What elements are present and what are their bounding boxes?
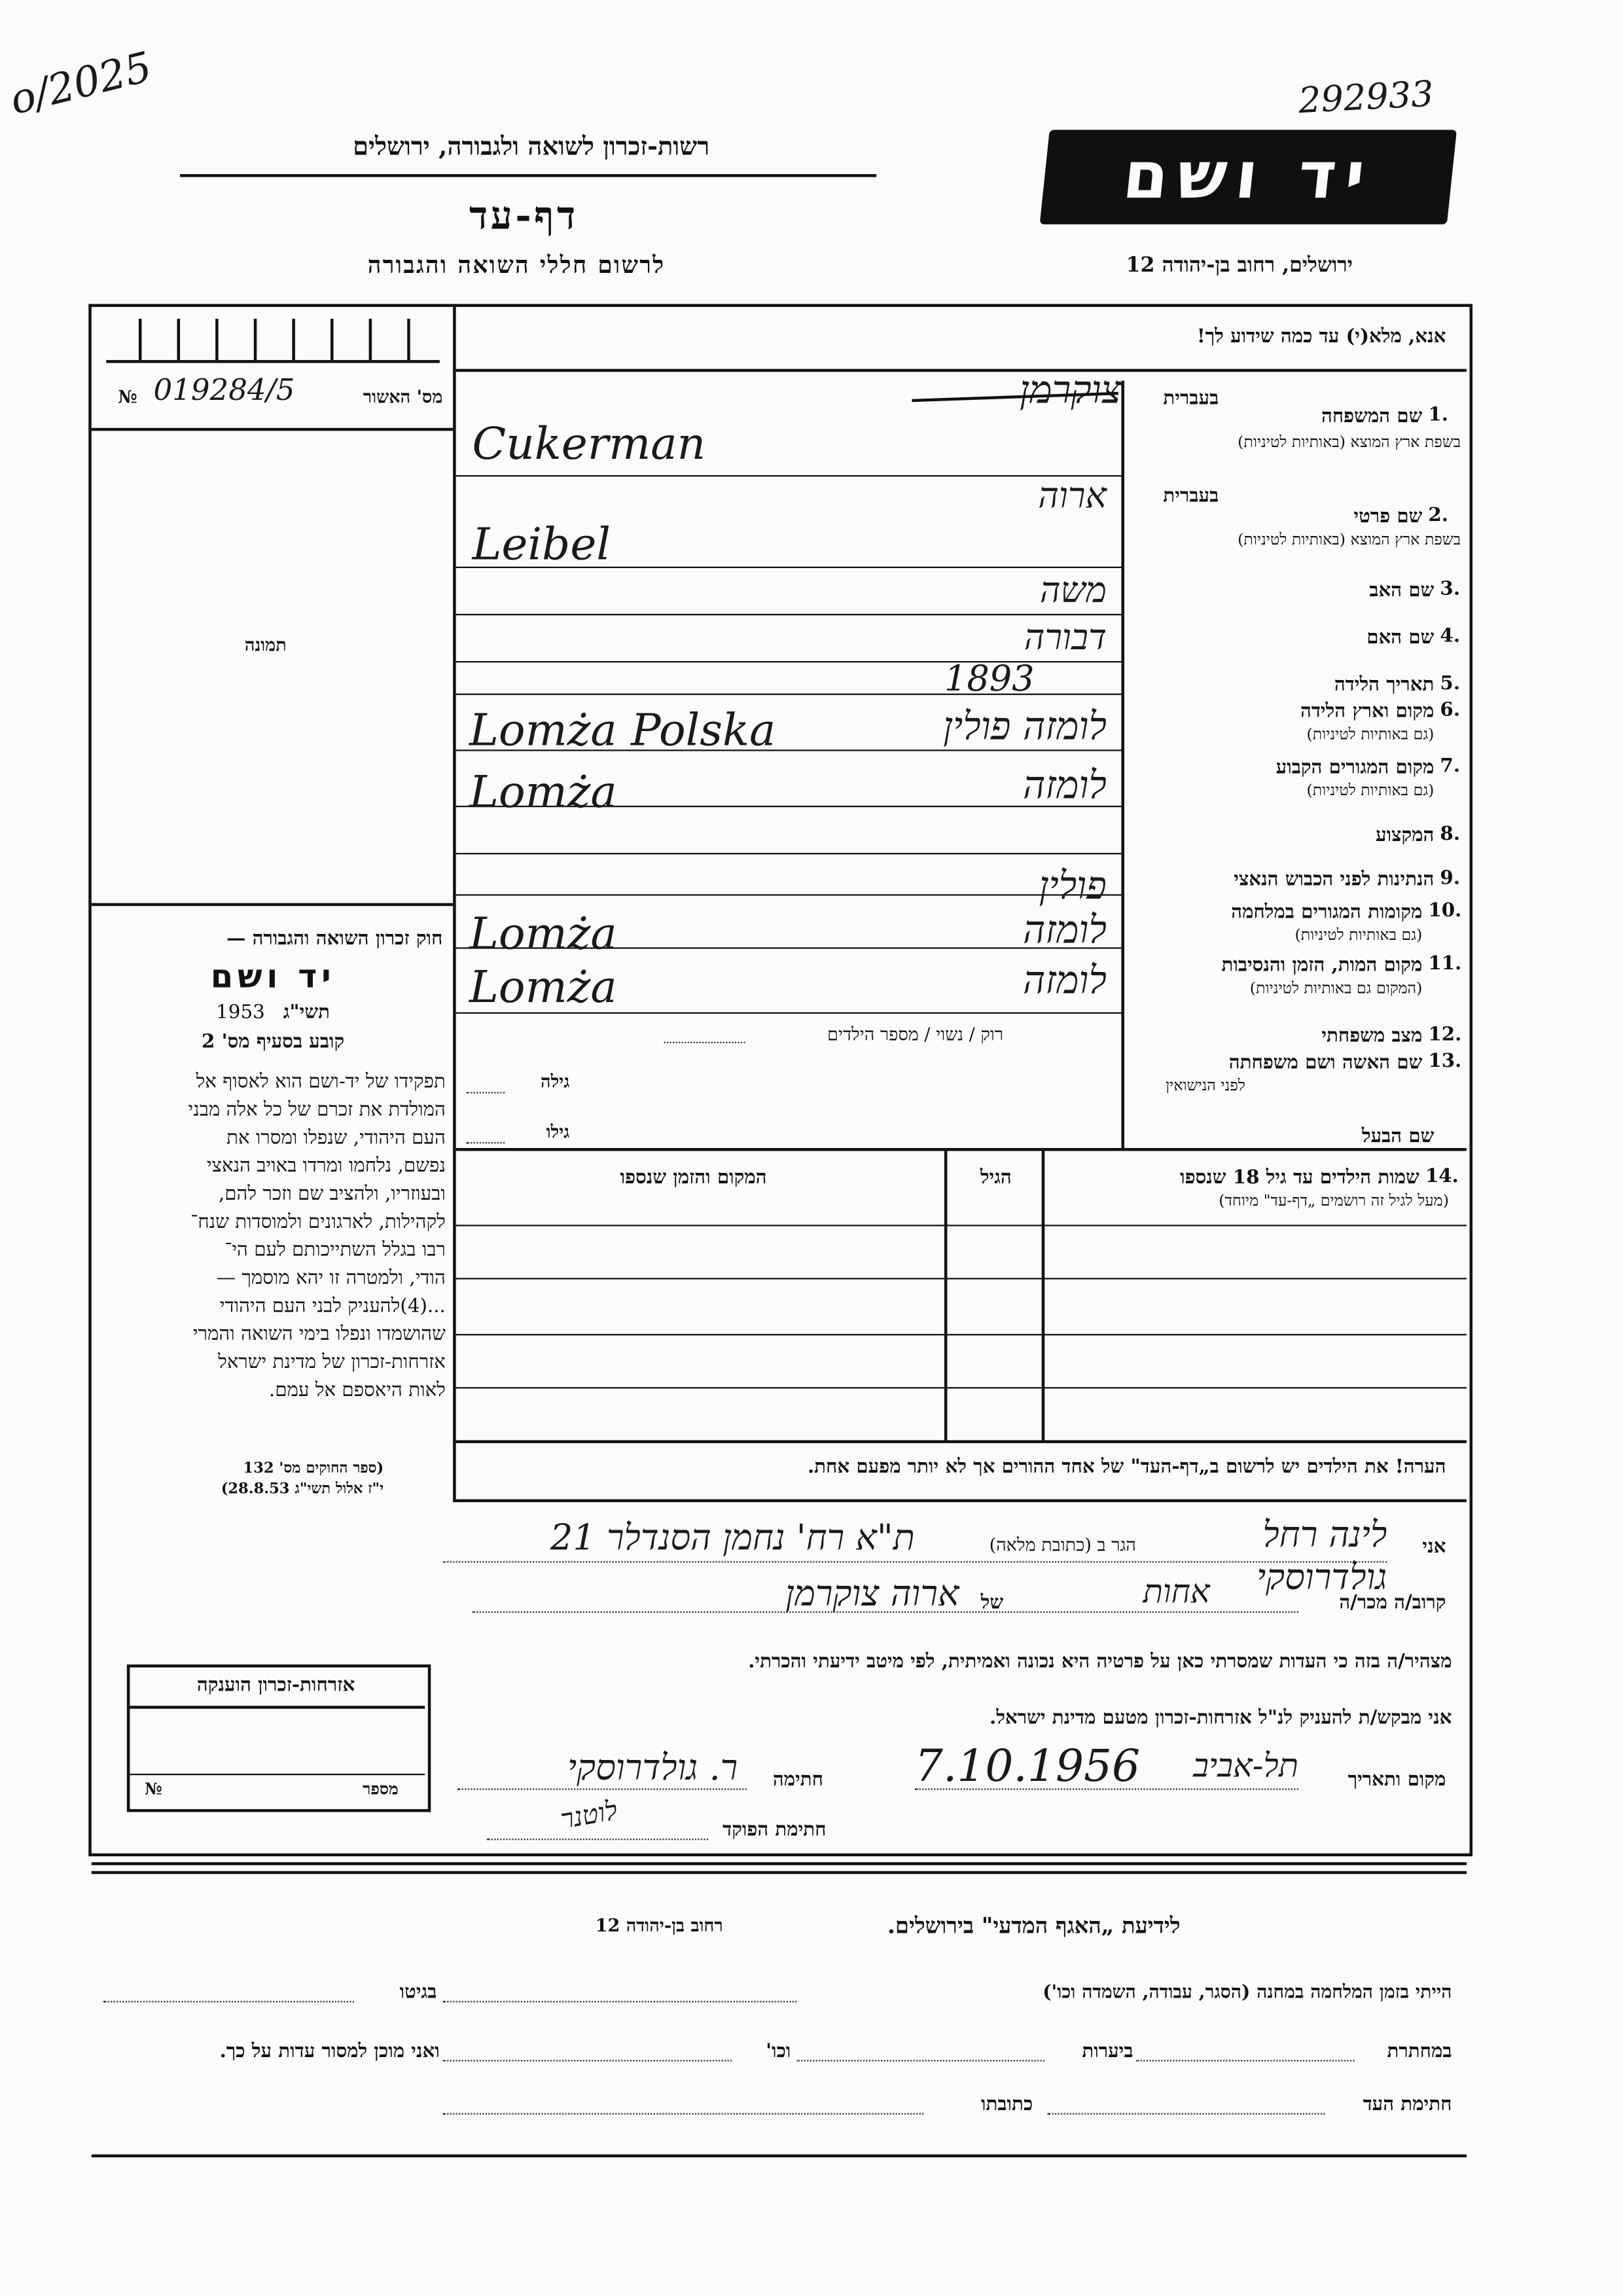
- instruction-text: אנא, מלא(י) עד כמה שידוע לך!: [1196, 326, 1446, 349]
- approval-rule: [92, 428, 453, 430]
- field-13-sub: לפני הנישואין: [1166, 1077, 1245, 1095]
- field-7-value: לומזה: [1023, 764, 1107, 809]
- citizenship-no-mark: №: [144, 1779, 162, 1799]
- field-1-hebrew-value: צוקרמן: [1019, 368, 1122, 414]
- children-col-place: המקום והזמן שנספו: [620, 1167, 767, 1190]
- field-2-num: 2.: [1428, 505, 1449, 527]
- field-4-num: 4.: [1440, 625, 1461, 648]
- bottom-line1-b: בגיטו: [399, 1981, 437, 2004]
- citizenship-number-rule: [130, 1774, 425, 1775]
- field-4-value: דבורה: [1024, 617, 1107, 658]
- field-3-num: 3.: [1440, 578, 1461, 601]
- field-6-num: 6.: [1440, 699, 1461, 722]
- field-4-label: שם האם: [1366, 627, 1435, 649]
- of-name: ארוה צוקרמן: [785, 1573, 959, 1615]
- field-6-label: מקום וארץ הלידה: [1300, 700, 1435, 723]
- form-subtitle: לרשום חללי השואה והגבורה: [367, 251, 666, 279]
- field-7-num: 7.: [1440, 755, 1461, 778]
- field-2-latin-value: Leibel: [472, 519, 611, 571]
- declarant-name: לינה רחל גולדרוסקי: [1256, 1514, 1387, 1598]
- bottom-close-rule: [92, 2155, 1467, 2158]
- bottom-line1-dots-2: [103, 2001, 354, 2002]
- law-clause: קובע בסעיף מס' 2: [201, 1031, 345, 1054]
- relation-value: אחות: [1143, 1574, 1210, 1611]
- field-1-hebrew-tag: בעברית: [1163, 387, 1219, 410]
- bottom-line3-a: חתימת העד: [1363, 2094, 1452, 2117]
- bottom-line2-a: במחתרת: [1387, 2041, 1452, 2063]
- field-11-latin-value: Lomża: [469, 961, 617, 1014]
- org-underline: [180, 174, 876, 177]
- bottom-line2-dots-1: [1136, 2060, 1355, 2061]
- field-10-num: 10.: [1428, 900, 1462, 923]
- bottom-line3-b: כתובתו: [980, 2094, 1033, 2117]
- field-column-divider: [1121, 381, 1123, 1148]
- field-5-value: 1893: [944, 658, 1035, 700]
- field-1-sub: בשפת ארץ המוצא (באותיות לטיניות): [1238, 433, 1461, 452]
- form-title: דף-עד: [469, 194, 579, 240]
- field-11-num: 11.: [1428, 953, 1462, 976]
- archive-mark-top-right: 292933: [1297, 73, 1435, 122]
- field-7-label: מקום המגורים הקבוע: [1275, 757, 1435, 780]
- declarant-address-line: [442, 1561, 1387, 1562]
- residing-label: הגר ב (כתובת מלאה): [989, 1534, 1136, 1556]
- relative-label: קרוב/ה מכר/ה: [1339, 1592, 1446, 1615]
- field-5-label: תאריך הלידה: [1334, 674, 1435, 697]
- children-header: שמות הילדים עד גיל 18 שנספו: [1180, 1167, 1419, 1190]
- field-7-sub: (גם באותיות לטיניות): [1306, 781, 1435, 800]
- law-citation-2: י"ז אלול תשי"ג 28.8.53): [221, 1481, 384, 1498]
- law-text: תפקידו של יד-ושם הוא לאסוף אל המולדת את זכרם של כל אלה מבני העם היהודי, שנפלו ומסרו את נפשם, נלחמו ומרדו באויב הנאצי ובעוזריו, ולהציב שם וזכר להם, לקהילות, לארגונים ולמוסדות שנח־ רבו בגלל השתייכותם לעם הי־ הודי, ולמטרה זו יהא מוסמך — ...(4)להעניק לבני העם היהודי שהושמדו ונפלו בימי השואה והמרי אזרחות-זכרון של מדינת ישראל לאות היאספם אל עמם.: [188, 1071, 446, 1402]
- field-10-latin-value: Lomża: [469, 908, 617, 961]
- field-3-label: שם האב: [1369, 580, 1435, 602]
- field-6-latin-value: Lomża Polska: [469, 705, 776, 757]
- field-11-sub: (המקום גם באותיות לטיניות): [1249, 980, 1423, 998]
- children-header-sub: (מעל לגיל זה רושמים „דף-עד" מיוחד): [1219, 1192, 1449, 1210]
- field-12-options: רוק / נשוי / מספר הילדים: [827, 1024, 1004, 1045]
- field-8-label: המקצוע: [1376, 825, 1435, 848]
- clerk-line: [487, 1839, 708, 1840]
- citizenship-title: אזרחות-זכרון הוענקה: [196, 1674, 355, 1697]
- field-13-num: 13.: [1428, 1050, 1462, 1073]
- field-2-hebrew-tag: בעברית: [1163, 485, 1219, 508]
- field-13-label: שם האשה ושם משפחתה: [1228, 1052, 1423, 1075]
- law-year-row: [103, 1001, 443, 1024]
- field-6-sub: (גם באותיות לטיניות): [1306, 726, 1435, 744]
- field-2-hebrew-value: ארוה: [1038, 475, 1107, 517]
- field-7-latin-value: Lomża: [469, 767, 617, 819]
- approval-label: מס' האשור: [363, 386, 443, 408]
- children-col-divider-2: [944, 1151, 946, 1441]
- place-date-line: [915, 1789, 1298, 1790]
- left-column-divider: [453, 307, 456, 1502]
- children-col-age: הגיל: [980, 1167, 1012, 1190]
- approval-digit-boxes: [106, 315, 440, 363]
- note-rule: [456, 1499, 1467, 1501]
- field-12-num: 12.: [1428, 1024, 1462, 1047]
- field-12-label: מצב משפחתי: [1321, 1025, 1423, 1048]
- place-value: תל-אביב: [1193, 1748, 1298, 1785]
- declaration-i-label: אני: [1422, 1535, 1446, 1558]
- husband-age-line: [466, 1142, 505, 1143]
- signature-label: חתימה: [772, 1769, 824, 1792]
- field-2-label: שם פרטי: [1353, 506, 1423, 529]
- law-year-hebrew: תשי"ג: [283, 1001, 330, 1024]
- children-note: הערה! את הילדים יש לרשום ב„דף-העד" של אחד ההורים אך לא יותר מפעם אחת.: [807, 1456, 1446, 1479]
- bottom-line2-c: וכו': [766, 2041, 791, 2063]
- bottom-double-rule-2: [92, 1871, 1467, 1873]
- relation-line: [472, 1611, 1298, 1613]
- approval-number: 019284/5: [153, 372, 295, 408]
- law-citation-1: (ספר החוקים מס' 132: [243, 1460, 384, 1477]
- field-8-num: 8.: [1440, 823, 1461, 846]
- field-10-label: מקומות המגורים במלחמה: [1231, 901, 1423, 924]
- clerk-label: חתימת הפוקד: [722, 1819, 827, 1842]
- bottom-line2-d: ואני מוכן למסור עדות על כך.: [219, 2041, 440, 2063]
- date-value: 7.10.1956: [914, 1741, 1141, 1793]
- field-11-label: מקום המות, הזמן והנסיבות: [1221, 954, 1423, 977]
- bottom-line1-dots-1: [442, 2001, 796, 2002]
- field-13-age-line: [466, 1092, 505, 1093]
- bottom-address: רחוב בן-יהודה 12: [595, 1915, 723, 1936]
- field-1-latin-value: Cukerman: [472, 419, 706, 471]
- form-address: ירושלים, רחוב בן-יהודה 12: [1126, 253, 1353, 278]
- law-year: 1953: [216, 1001, 265, 1024]
- field-2-sub: בשפת ארץ המוצא (באותיות לטיניות): [1238, 531, 1461, 549]
- husband-age-label: גילו: [546, 1121, 570, 1143]
- field-10-value: לומזה: [1023, 908, 1107, 954]
- citizenship-title-rule: [130, 1706, 425, 1708]
- org-name: רשות-זכרון לשואה ולגבורה, ירושלים: [353, 132, 710, 162]
- citizenship-number-label: מספר: [363, 1779, 399, 1799]
- bottom-line2-b: ביערות: [1082, 2041, 1133, 2063]
- husband-label: שם הבעל: [1361, 1126, 1435, 1149]
- declarant-address: ת"א רח' נחמן הסנדלר 21: [550, 1516, 915, 1558]
- children-col-divider-1: [1042, 1151, 1044, 1441]
- request-text: אני מבקש/ת להעניק לנ"ל אזרחות-זכרון מטעם מדינת ישראל.: [989, 1707, 1452, 1730]
- approval-no-mark: №: [118, 386, 137, 408]
- field-3-value: משה: [1039, 569, 1107, 611]
- clerk-signature: לוטנר: [558, 1795, 620, 1837]
- field-5-num: 5.: [1440, 673, 1461, 695]
- field-9-num: 9.: [1440, 867, 1461, 890]
- photo-rule: [92, 903, 453, 905]
- field-6-value: לומזה פולין: [942, 705, 1107, 750]
- bottom-line3-dots-1: [1048, 2113, 1325, 2115]
- law-title: חוק זכרון השואה והגבורה —: [226, 928, 443, 950]
- archive-mark-top-left: o/2025: [5, 42, 157, 125]
- field-11-value: לומזה: [1023, 959, 1107, 1004]
- children-num: 14.: [1425, 1166, 1459, 1188]
- field-13-age-label: גילה: [541, 1071, 570, 1092]
- field-1-num: 1.: [1428, 404, 1449, 427]
- statement-text: מצהיר/ה בזה כי העדות שמסרתי כאן על פרטיה היא נכונה ואמיתית, לפי מיטב ידיעתי והכרתי.: [748, 1651, 1452, 1674]
- law-logo: יד ושם: [210, 959, 336, 996]
- bottom-line3-dots-2: [442, 2113, 923, 2115]
- bottom-title: לידיעת „האגף המדעי" בירושלים.: [887, 1912, 1181, 1939]
- field-9-value: פולין: [1039, 865, 1107, 909]
- signature-value: ר. גולדרוסקי: [567, 1747, 738, 1789]
- bottom-line1-a: הייתי בזמן המלחמה במחנה (הסגר, עבודה, השמדה וכו'): [1043, 1980, 1452, 2003]
- yad-vashem-logo: יד ושם: [1040, 130, 1457, 224]
- field-10-sub: (גם באותיות לטיניות): [1294, 926, 1423, 944]
- field-12-children-line: [664, 1042, 745, 1043]
- place-date-label: מקום ותאריך: [1347, 1769, 1446, 1792]
- of-label: של: [980, 1592, 1004, 1615]
- bottom-line2-dots-3: [442, 2060, 732, 2061]
- field-1-label: שם המשפחה: [1321, 405, 1423, 428]
- bottom-double-rule-1: [92, 1862, 1467, 1865]
- field-9-label: הנתינות לפני הכבוש הנאצי: [1234, 869, 1435, 891]
- bottom-line2-dots-2: [796, 2060, 1044, 2061]
- signature-line: [457, 1789, 747, 1790]
- photo-label: תמונה: [244, 634, 287, 656]
